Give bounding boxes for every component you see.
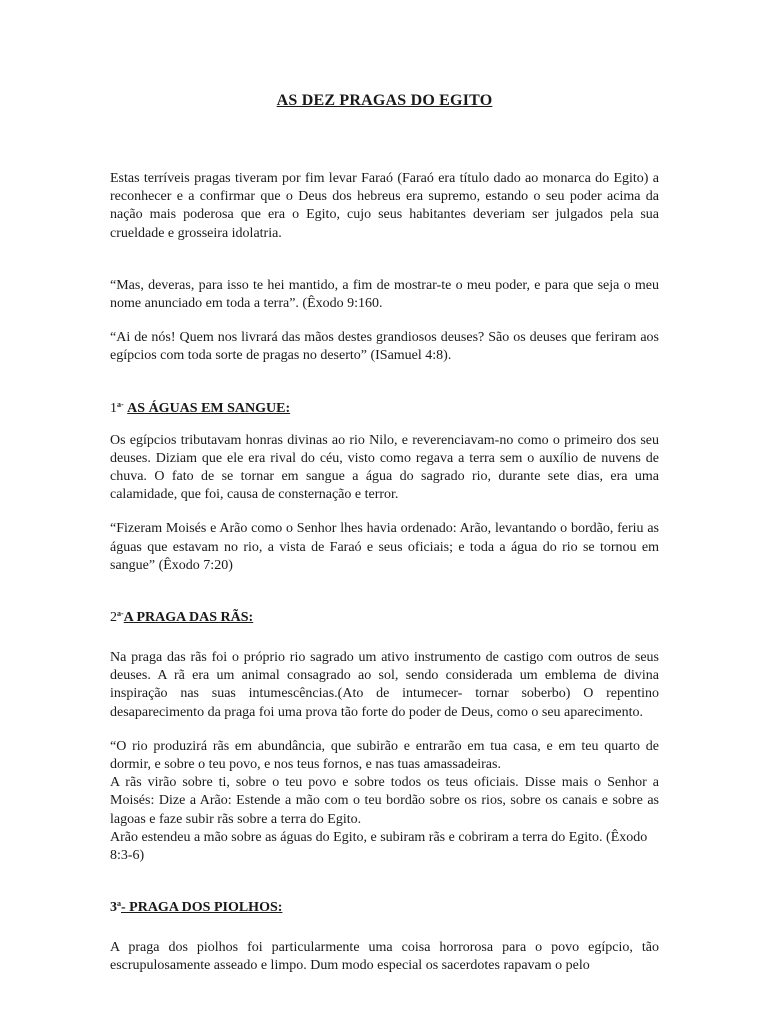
intro-paragraph: Estas terríveis pragas tiveram por fim levar Faraó (Faraó era título dado ao monarca do Egito) a reconhecer e a confirmar que o Deus dos hebreus era supremo, estando o seu poder acima da nação mais poderosa que era o Egito, cujo seus habitantes deveriam ser julgados pela sua crueldade e grosseira idolatria. <box>110 171 659 241</box>
document-body <box>110 92 659 976</box>
section-number: 3 <box>110 900 117 916</box>
intro-quote-exodus: “Mas, deveras, para isso te hei mantido, a fim de mostrar-te o meu poder, e para que seja o meu nome anunciado em toda a terra”. (Êxodo 9:160. <box>110 277 659 312</box>
section-heading-3 <box>110 899 659 917</box>
section-ordinal: a- <box>117 609 124 619</box>
section-2-quote-line-3: Arão estendeu a mão sobre as águas do Egito, e subiram rãs e cobriram a terra do Egito. (Êxodo 8:3-6) <box>110 829 648 864</box>
section-number: 2 <box>110 610 117 626</box>
section-ordinal: a <box>117 899 121 909</box>
section-title: AS ÁGUAS EM SANGUE: <box>127 400 291 416</box>
section-heading-1 <box>110 400 659 418</box>
section-title: - PRAGA DOS PIOLHOS: <box>121 900 283 916</box>
section-number: 1 <box>110 400 117 416</box>
section-3-paragraph: A praga dos piolhos foi particularmente uma coisa horrorosa para o povo egípcio, tão escrupulosamente asseado e limpo. Dum modo especial os sacerdotes rapavam o pelo <box>110 940 659 974</box>
section-2-paragraph: Na praga das rãs foi o próprio rio sagrado um ativo instrumento de castigo com outros de seus deuses. A rã era um animal consagrado ao sol, sendo considerada um emblema de divina inspiração nas suas intumescências.(Ato de intumecer- tornar soberbo) O repentino desaparecimento da praga foi uma prova tão forte do poder de Deus, como o seu aparecimento. <box>110 650 659 720</box>
section-ordinal: a- <box>117 399 124 409</box>
section-2-quote-line-1: “O rio produzirá rãs em abundância, que subirão e entrarão em tua casa, e em teu quarto de dormir, e sobre o teu povo, e nos teus fornos, e nas tuas amassadeiras. <box>110 738 659 773</box>
document-title: AS DEZ PRAGAS DO EGITO <box>276 92 493 109</box>
section-2-quote-line-2: A rãs virão sobre ti, sobre o teu povo e sobre todos os teus oficiais. Disse mais o Senhor a Moisés: Dize a Arão: Estende a mão com o teu bordão sobre os rios, sobre os canais e sobre as lagoas e faze subir rãs sobre a terra do Egito. <box>110 775 659 827</box>
section-1-paragraph: Os egípcios tributavam honras divinas ao rio Nilo, e reverenciavam-no como o primeiro dos seu deuses. Diziam que ele era rival do céu, visto como regava a terra sem o auxílio de nuvens de chuva. O fato de se tornar em sangue a água do sagrado rio, durante sete dias, era uma calamidade, que foi, causa de consternação e terror. <box>110 432 659 503</box>
section-1-quote: “Fizeram Moisés e Arão como o Senhor lhes havia ordenado: Arão, levantando o bordão, feriu as águas que estavam no rio, a vista de Faraó e seus oficiais; e toda a água do rio se tornou em sangue” (Êxodo 7:20) <box>110 521 659 573</box>
intro-quote-samuel: “Ai de nós! Quem nos livrará das mãos destes grandiosos deuses? São os deuses que feriram aos egípcios com toda sorte de pragas no deserto” (ISamuel 4:8). <box>110 330 659 364</box>
section-heading-2 <box>110 609 659 627</box>
section-title: A PRAGA DAS RÃS: <box>123 610 254 626</box>
